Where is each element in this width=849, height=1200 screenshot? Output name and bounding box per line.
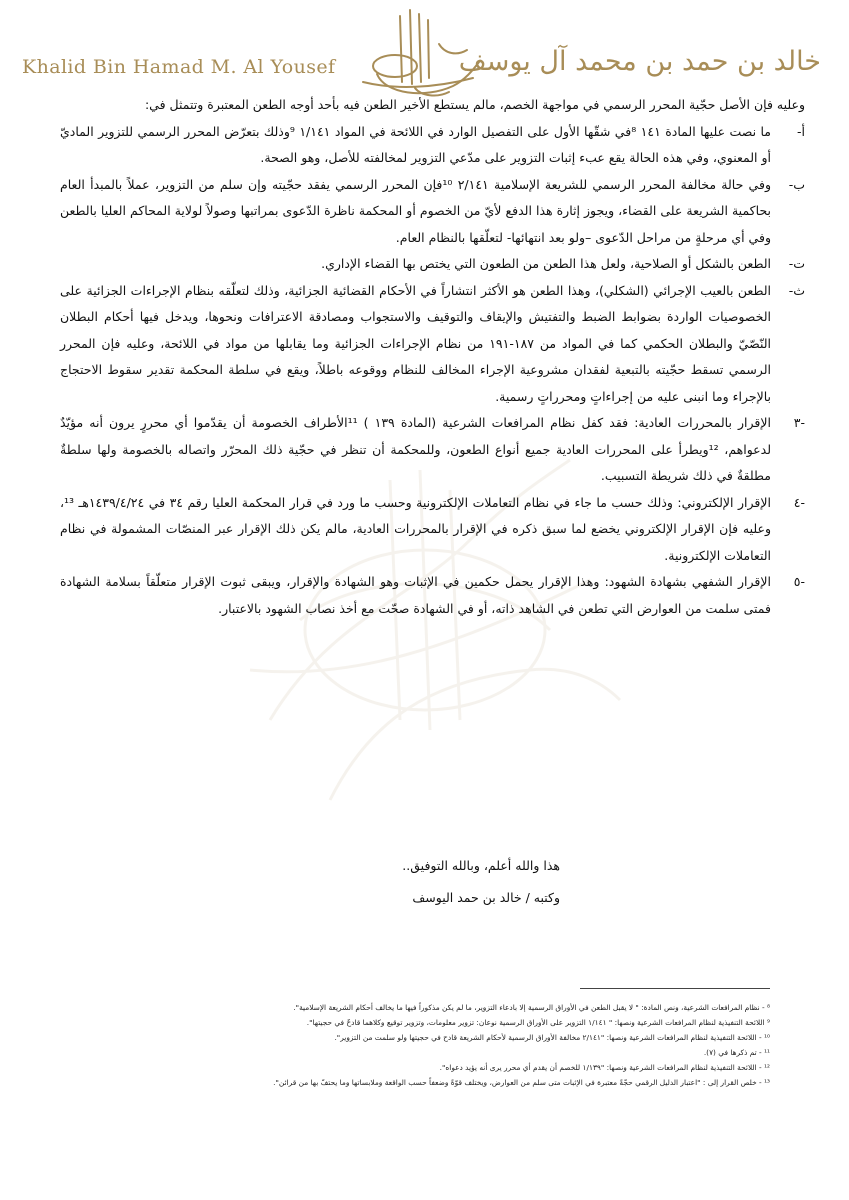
list-item-text: الطعن بالشكل أو الصلاحية، ولعل هذا الطعن من الطعون التي يختص بها القضاء الإداري. <box>321 256 771 271</box>
footnote: ⁸ - نظام المرافعات الشرعية، ونص المادة: " لا يقبل الطعن في الأوراق الرسمية إلا بادعاء التزوير، ما لم يكن مذكوراً فيها ما يخالف أحكام الشريعة الإسلامية". <box>293 1003 770 1012</box>
list-marker: ب- <box>788 176 805 192</box>
closing-line: هذا والله أعلم، وبالله التوفيق.. <box>402 858 560 873</box>
list-item-text: الإقرار بالمحررات العادية: فقد كفل نظام المرافعات الشرعية (المادة ١٣٩ ) ¹¹الأطراف الخصومة أن يقدّموا أي محررٍ يرون أنه مؤيّدٌ لدعواهم، ¹²ويطرأ على المحررات العادية جميع أنواع الطعون، وللمحكمة أن تنظر في حجّية ذلك المحرّر واتصاله بالخصومة ولها سلطةٌ مطلقةٌ في ذلك شريطة التسبيب. <box>60 415 772 483</box>
footnote: ¹¹ - تم ذكرها في (٧). <box>703 1048 770 1057</box>
list-item <box>60 490 805 570</box>
list-item-text: وفي حالة مخالفة المحرر الرسمي للشريعة الإسلامية ٢/١٤١ ¹⁰فإن المحرر الرسمي يفقد حجّيته وإن سلم من التزوير، عملاً بالمبدأ العام بحاكمية الشريعة على القضاء، ويجوز إثارة هذا الدفع لأيّ من الخصوم أو المحكمة ناظرة الدّعوى بمراتبها وصولاً لولاية المحاكم العليا بالطعن وفي أي مرحلةٍ من مراحل الدّعوى –ولو بعد انتهائها- لتعلّقها بالنظام العام. <box>60 176 771 245</box>
list-marker: أ- <box>797 123 805 139</box>
list-marker: -٥ <box>793 574 805 589</box>
brand-name-arabic: خالد بن حمد بن محمد آل يوسف <box>458 46 821 77</box>
footnote: ¹² - اللائحة التنفيذية لنظام المرافعات الشرعية ونصها: "١/١٣٩ للخصم أن يقدم أي محرر يرى أنه يؤيد دعواه". <box>439 1063 770 1072</box>
footnote: ⁹ اللائحة التنفيذية لنظام المرافعات الشرعية ونصها: " ١/١٤١ التزوير على الأوراق الرسمية نوعان: تزوير معلومات، وتزوير توقيع وكلاهما قادحٌ في حجيتها". <box>306 1018 770 1027</box>
brand-name-english: Khalid Bin Hamad M. Al Yousef <box>22 56 336 78</box>
list-item <box>60 278 805 411</box>
closing-block <box>200 850 560 914</box>
footnote: ¹⁰ - اللائحة التنفيذية لنظام المرافعات الشرعية ونصها: "٢/١٤١ مخالفة الأوراق الرسمية لأحكام الشريعة قادح في حجيتها ولو سلمت من التزوير". <box>334 1033 770 1042</box>
list-item <box>60 569 805 622</box>
footnotes <box>90 1000 770 1090</box>
intro-paragraph: وعليه فإن الأصل حجّية المحرر الرسمي في مواجهة الخصم، مالم يستطع الأخير الطعن فيه بأحد أوجه الطعن المعتبرة وتتمثل في: <box>144 97 805 112</box>
list-item-text: الإقرار الشفهي بشهادة الشهود: وهذا الإقرار يحمل حكمين في الإثبات وهو الشهادة والإقرار، ويبقى ثبوت الإقرار متعلّقاً بسلامة الشهادة فمتى سلمت من العوارض التي تطعن في الشاهد ذاته، أو في الشهادة صحّت مع أخذ نصاب الشهود بالاعتبار. <box>60 574 771 616</box>
list-marker: -٤ <box>793 494 805 510</box>
list-item <box>60 172 805 252</box>
list-item <box>60 410 805 490</box>
list-marker: -٣ <box>793 415 805 430</box>
list-marker: ث- <box>788 282 805 298</box>
footnote-separator <box>580 988 770 989</box>
list-item-text: ما نصت عليها المادة ١٤١ ⁸في شقّها الأول على التفصيل الوارد في اللائحة في المواد ١/١٤١ ⁹وذلك بتعرّض المحرر الرسمي للتزوير الماديّ أو المعنوي، وفي هذه الحالة يقع عبء إثبات التزوير على مدّعي التزوير لمخالفته للأصل، وهو الصحة. <box>60 123 771 165</box>
document-body <box>60 92 805 622</box>
list-item <box>60 119 805 172</box>
list-marker: ت- <box>788 256 805 271</box>
list-item-text: الإقرار الإلكتروني: وذلك حسب ما جاء في نظام التعاملات الإلكترونية وحسب ما ورد في قرار المحكمة العليا رقم ٣٤ في ١٤٣٩/٤/٢٤هـ ¹³، وعليه فإن الإقرار الإلكتروني يخضع لما سبق ذكره في الإقرار بالمحررات العادية، مالم يكن ذلك الإقرار عبر المنصّات المشمولة في نظام التعاملات الإلكترونية. <box>60 494 771 563</box>
list-item-text: الطعن بالعيب الإجرائي (الشكلي)، وهذا الطعن هو الأكثر انتشاراً في الأحكام القضائية الجزائية، وذلك لتعلّقه بنظام الإجراءات الجزائية على الخصوصيات الواردة بضوابط الضبط والتفتيش والإيقاف والتوقيف والاستجواب ومصادقة الاعترافات ونحوها، ويدخل فيها أحكام البطلان النّصّيّ والبطلان الحكمي كما في المواد من ١٨٧-١٩١ من نظام الإجراءات الجزائية وما يقابلها من مواد في اللائحة، وعليه فإن المحرر الرسمي تسقط حجّيته بالتبعية لفقدان مشروعية الإجراء المخالف للنظام ووقوعه باطلاً، ويقع في سلطة المحكمة تقدير سقوط الاحتجاج بالإجراء وما انبنى عليه من إجراءاتٍ ومحرراتٍ رسمية. <box>60 282 771 404</box>
footnote: ¹³ - خلص القرار إلى : "اعتبار الدليل الرقمي حجّةً معتبرة في الإثبات متى سلم من العوارض، ويختلف قوّةً وضعفاً حسب الواقعة وملابساتها وما يحتفّ بها من قرائن". <box>273 1078 770 1087</box>
list-item <box>60 251 805 278</box>
signature-line: وكتبه / خالد بن حمد اليوسف <box>412 890 560 905</box>
